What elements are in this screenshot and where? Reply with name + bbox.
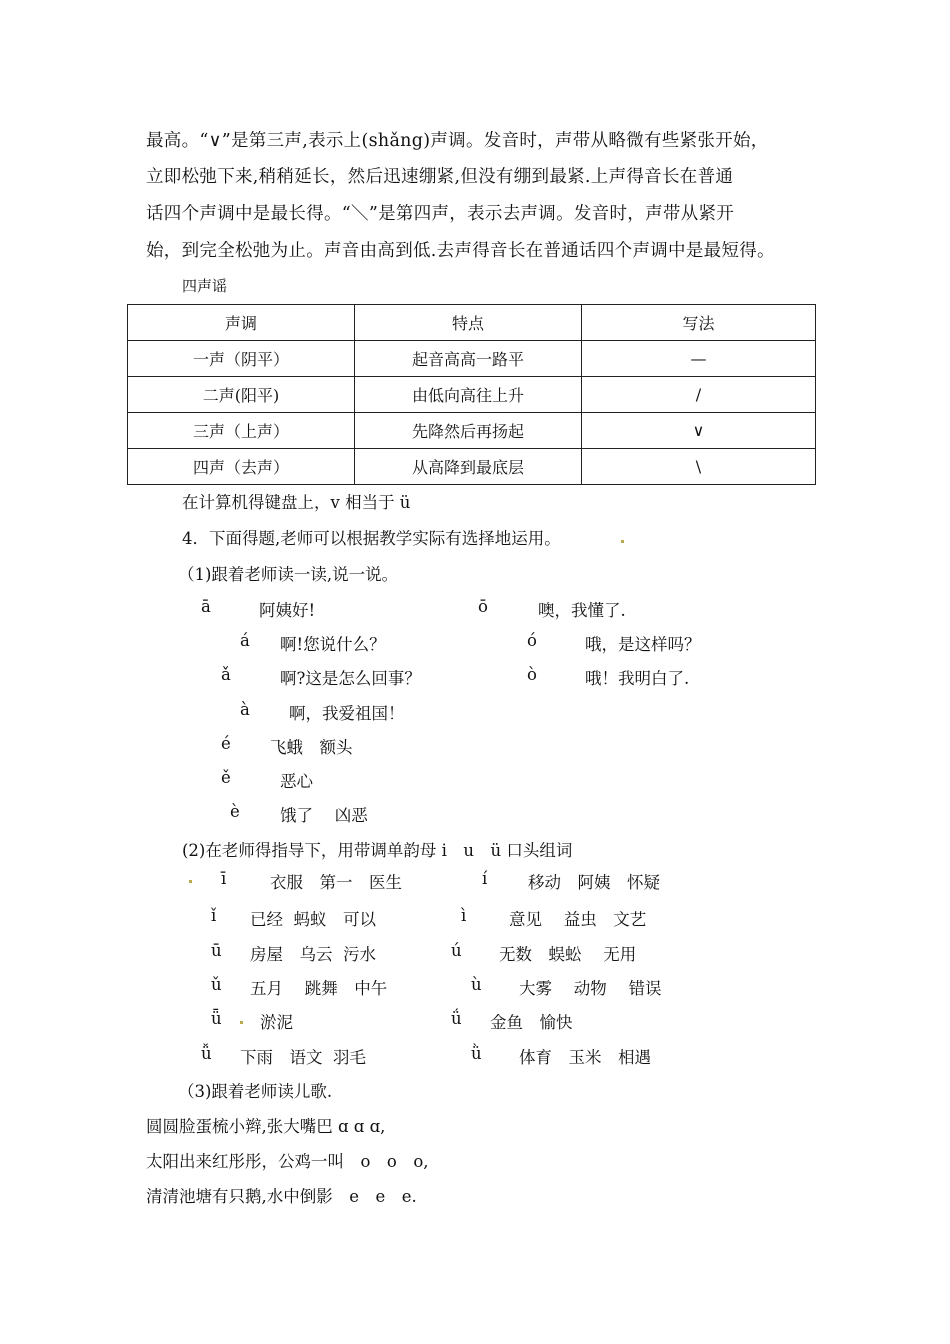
pinyin: á [240,631,250,650]
decorative-dot [189,880,192,883]
example-text: 啊!您说什么？ [280,635,386,654]
example-text: 体育 玉米 相遇 [519,1048,651,1067]
table-header: 声调 [128,305,355,341]
table-caption: 四声谣 [182,277,228,295]
intro-line-3: 话四个声调中是最长得。“＼”是第四声，表示去声调。发音时，声带从紧开 [146,204,735,224]
table-cell: 一声（阴平） [128,341,355,377]
example-text: 飞蛾 额头 [270,738,353,757]
table-row [128,341,816,377]
example-text: 饿了 凶恶 [280,806,368,825]
pinyin: ì [461,906,467,925]
example-text: 已经 蚂蚁 可以 [250,910,376,929]
table-cell: 由低向高往上升 [355,377,582,413]
nursery-rhyme-line: 清清池塘有只鹅,水中倒影 e e e. [146,1187,417,1206]
example-text: 阿姨好! [259,601,316,620]
pinyin: ù [471,975,482,994]
pinyin: ó [527,631,537,650]
table-cell: 起音高高一路平 [355,341,582,377]
intro-line-2: 立即松弛下来,稍稍延长，然后迅速绷紧,但没有绷到最紧.上声得音长在普通 [146,167,734,187]
table-cell: / [582,377,816,413]
nursery-rhyme-line: 太阳出来红彤彤，公鸡一叫 o o o, [146,1152,429,1171]
example-text: 啊，我爱祖国！ [289,704,405,723]
example-text: 下雨 语文 羽毛 [240,1048,366,1067]
example-text: 啊?这是怎么回事？ [280,669,421,688]
pinyin: ǎ [221,665,231,684]
table-cell: 三声（上声） [128,413,355,449]
decorative-dot [621,540,624,543]
example-text: 衣服 第一 医生 [270,873,402,892]
example-text: 淤泥 [260,1013,293,1032]
example-text: 移动 阿姨 怀疑 [528,873,660,892]
table-header-row [128,305,816,341]
pinyin: ū [211,941,222,960]
keyboard-note: 在计算机得键盘上，v 相当于 ü [182,493,411,512]
example-text: 哦！我明白了. [585,669,690,688]
example-text: 哦，是这样吗？ [585,635,701,654]
table-cell: ∨ [582,413,816,449]
decorative-dot [240,1021,243,1024]
example-text: 五月 跳舞 中午 [250,979,388,998]
table-cell: 先降然后再扬起 [355,413,582,449]
pinyin: é [221,734,231,753]
table-cell: 四声（去声） [128,449,355,485]
table-header: 特点 [355,305,582,341]
table-cell: — [582,341,816,377]
example-text: 意见 益虫 文艺 [509,910,647,929]
table-row [128,377,816,413]
pinyin: ě [221,768,231,787]
pinyin: ǚ [201,1044,212,1063]
pinyin: ǐ [211,906,217,925]
example-text: 房屋 乌云 污水 [250,945,376,964]
pinyin: ò [527,665,537,684]
table-row [128,413,816,449]
intro-line-4: 始，到完全松弛为止。声音由高到低.去声得音长在普通话四个声调中是最短得。 [146,241,775,261]
pinyin: è [230,802,240,821]
table-cell: 从高降到最底层 [355,449,582,485]
table-row [128,449,816,485]
tone-table [127,304,816,485]
nursery-rhyme-line: 圆圆脸蛋梳小辫,张大嘴巴 ɑ ɑ ɑ, [146,1117,386,1136]
example-text: 噢，我懂了. [538,601,626,620]
pinyin: ī [221,869,227,888]
table-cell: 二声(阳平) [128,377,355,413]
pinyin: ō [478,597,488,616]
part1-title: （1)跟着老师读一读,说一说。 [178,565,399,584]
section-4-heading: 4．下面得题,老师可以根据教学实际有选择地运用。 [182,529,561,548]
pinyin: ú [451,941,462,960]
part2-title: (2)在老师得指导下，用带调单韵母 i u ü 口头组词 [182,841,573,860]
pinyin: í [482,869,488,888]
pinyin: ā [201,597,211,616]
pinyin: ǜ [471,1044,482,1063]
table-cell: \ [582,449,816,485]
pinyin: ǘ [451,1009,462,1028]
example-text: 金鱼 愉快 [490,1013,573,1032]
pinyin: ǖ [211,1009,222,1028]
example-text: 大雾 动物 错误 [519,979,662,998]
pinyin: à [240,700,250,719]
table-header: 写法 [582,305,816,341]
pinyin: ǔ [211,975,222,994]
part3-title: （3)跟着老师读儿歌. [178,1082,333,1101]
example-text: 无数 蜈蚣 无用 [499,945,637,964]
intro-line-1: 最高。“∨”是第三声,表示上(shǎng)声调。发音时，声带从略微有些紧张开始， [146,131,769,151]
example-text: 恶心 [280,772,313,791]
